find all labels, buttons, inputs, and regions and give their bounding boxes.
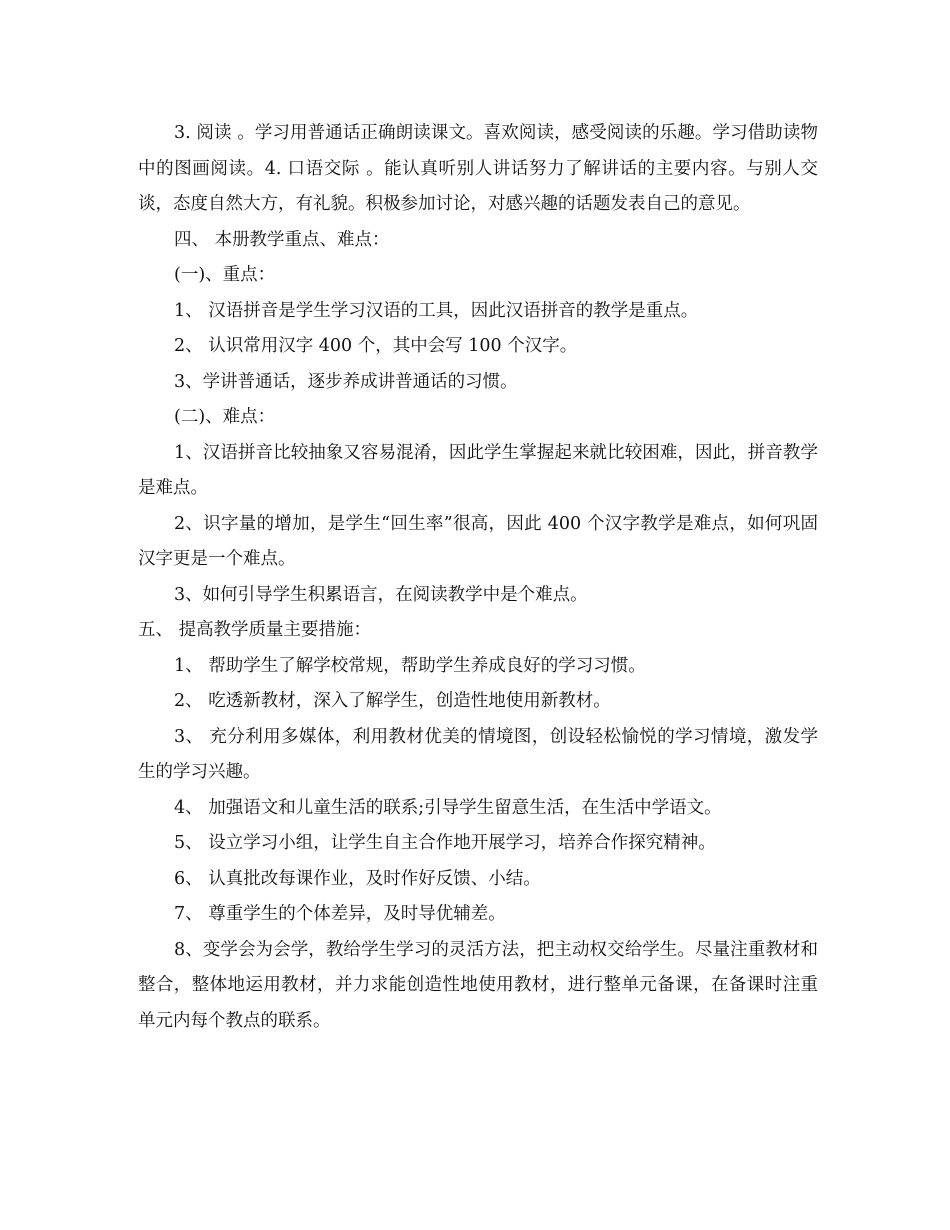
subheading-key-points: (一)、重点： (174, 265, 276, 285)
list-item-measure-3: 3、 充分利用多媒体，利用教材优美的情境图，创设轻松愉悦的学习情境，激发学生的学习兴趣。 (138, 726, 818, 782)
list-item-difficult-point-1: 1、汉语拼音比较抽象又容易混淆，因此学生掌握起来就比较困难，因此，拼音教学是难点。 (138, 442, 818, 498)
list-item-key-point-2: 2、 认识常用汉字 400 个，其中会写 100 个汉字。 (174, 336, 578, 356)
list-item-key-point-3: 3、学讲普通话，逐步养成讲普通话的习惯。 (174, 371, 518, 392)
list-item-measure-2: 2、 吃透新教材，深入了解学生，创造性地使用新教材。 (174, 691, 611, 711)
list-item-difficult-point-3: 3、如何引导学生积累语言，在阅读教学中是个难点。 (174, 584, 588, 605)
list-item-measure-1: 1、 帮助学生了解学校常规，帮助学生养成良好的学习习惯。 (174, 655, 646, 676)
list-item-measure-5: 5、 设立学习小组，让学生自主合作地开展学习，培养合作探究精神。 (174, 833, 716, 853)
list-item-key-point-1: 1、 汉语拼音是学生学习汉语的工具，因此汉语拼音的教学是重点。 (174, 300, 699, 321)
list-item-measure-4: 4、 加强语文和儿童生活的联系;引导学生留意生活，在生活中学语文。 (174, 797, 722, 818)
subheading-difficult-points: (二)、难点： (174, 407, 276, 427)
section-heading-measures: 五、 提高教学质量主要措施： (138, 620, 372, 640)
list-item-measure-7: 7、 尊重学生的个体差异，及时导优辅差。 (174, 904, 506, 924)
document-body (138, 116, 818, 1039)
list-item-difficult-point-2: 2、识字量的增加，是学生“回生率”很高，因此 400 个汉字教学是难点，如何巩固汉字更是一个难点。 (138, 513, 818, 569)
list-item-measure-8: 8、变学会为会学，教给学生学习的灵活方法，把主动权交给学生。尽量注重教材和整合，整体地运用教材，并力求能创造性地使用教材，进行整单元备课，在备课时注重单元内每个教点的联系。 (138, 939, 818, 1031)
section-heading-key-difficult-points: 四、 本册教学重点、难点： (174, 229, 390, 250)
list-item-measure-6: 6、 认真批改每课作业，及时作好反馈、小结。 (174, 868, 541, 889)
paragraph-reading-speaking: 3. 阅读 。学习用普通话正确朗读课文。喜欢阅读，感受阅读的乐趣。学习借助读物中的图画阅读。4. 口语交际 。能认真听别人讲话努力了解讲话的主要内容。与别人交谈，态度自然大方，有礼貌。积极参加讨论，对感兴趣的话题发表自己的意见。 (138, 123, 818, 214)
